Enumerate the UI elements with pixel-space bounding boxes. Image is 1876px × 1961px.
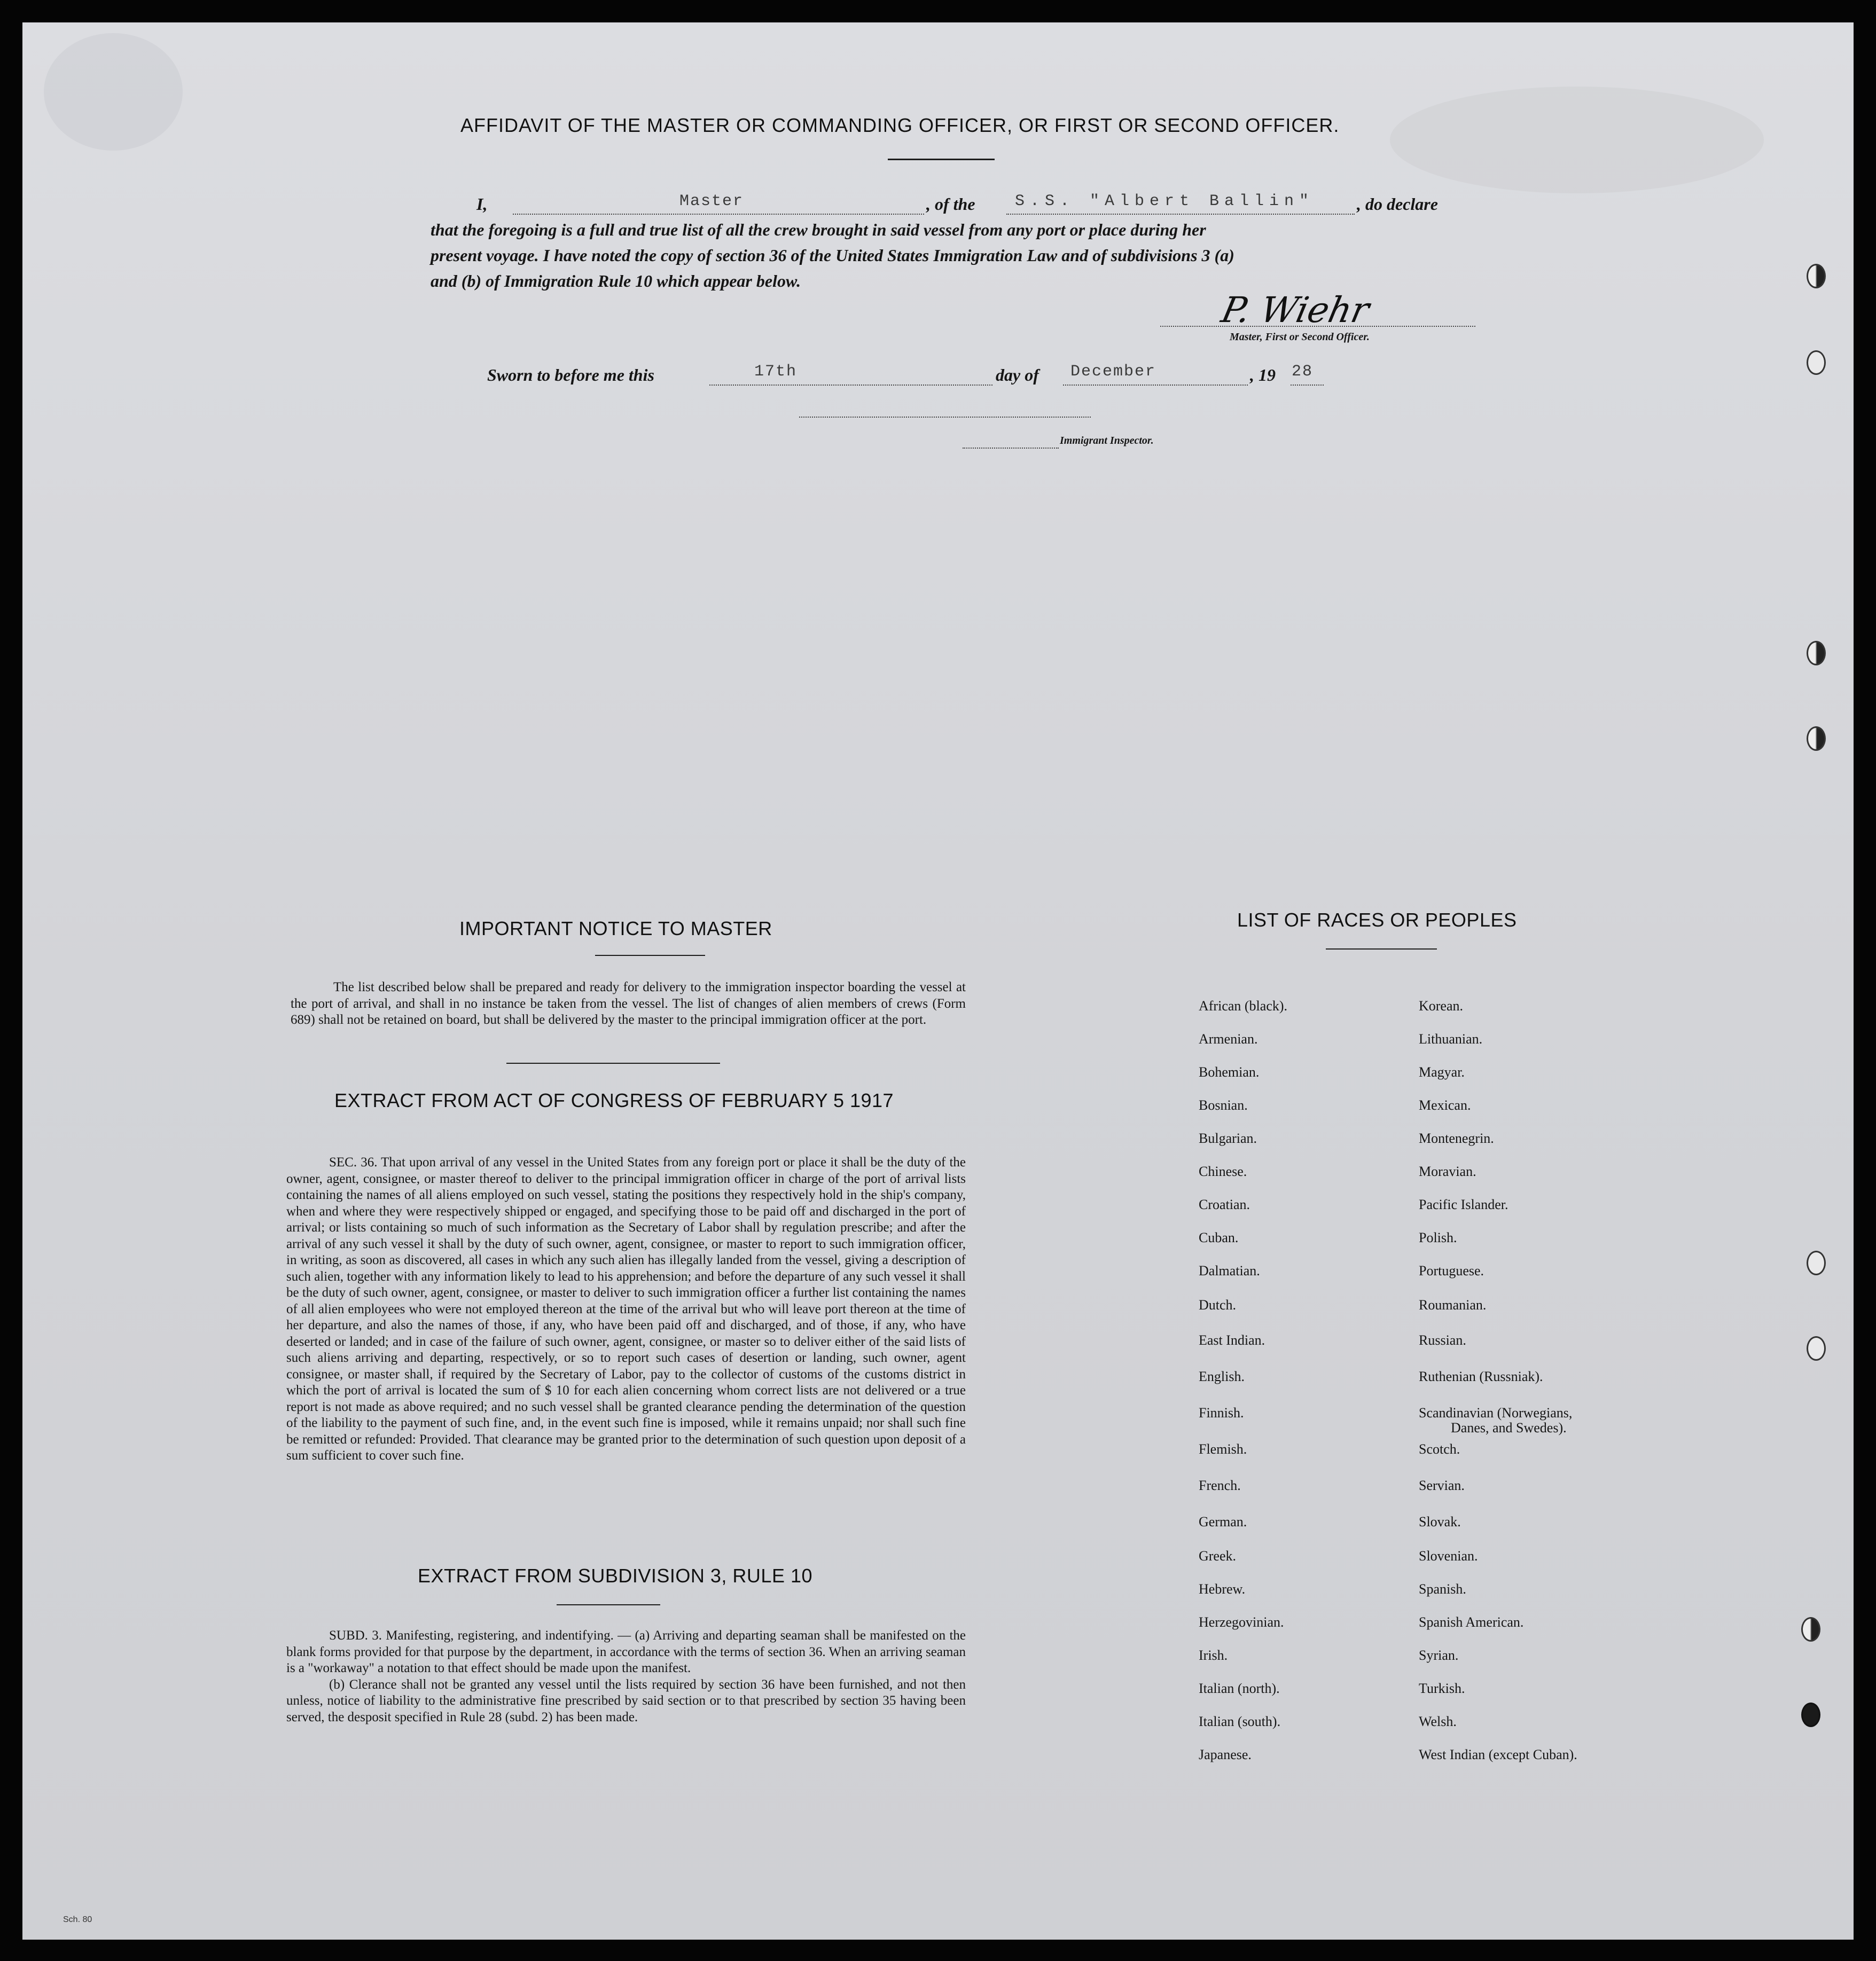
rule-text-block [286,1628,966,1725]
document-page [22,22,1854,1940]
punch-hole [1801,1617,1820,1642]
rule-heading-rule [557,1604,660,1605]
race-item: French. [1199,1478,1241,1493]
heading-rule [888,159,995,160]
signature-caption: Master, First or Second Officer. [1230,331,1370,343]
race-item: Montenegrin. [1419,1131,1494,1146]
rule-text-a: SUBD. 3. Manifesting, registering, and indentifying. — (a) Arriving and departing seaman shall be manifested on the blank forms provided for that purpose by the department, in accordance with the terms of section 36. When an arriving seaman is a "workaway" a notation to that effect should be made upon the manifest. [286,1628,966,1675]
notice-bottom-rule [506,1063,720,1064]
race-item: African (black). [1199,998,1288,1014]
race-item: Dutch. [1199,1297,1237,1313]
race-item: Cuban. [1199,1230,1239,1245]
declaration-line-3: present voyage. I have noted the copy of section 36 of the United States Immigration Law and of subdivisions 3 (a) [431,246,1234,265]
vessel-name: S.S. "Albert Ballin" [1015,192,1315,210]
race-item: Chinese. [1199,1164,1247,1179]
race-item: Flemish. [1199,1441,1247,1457]
race-item: Dalmatian. [1199,1263,1260,1278]
race-item: Ruthenian (Russniak). [1419,1369,1543,1384]
race-item: Danes, and Swedes). [1451,1420,1567,1436]
race-item: Moravian. [1419,1164,1476,1179]
punch-hole [1807,264,1826,288]
sworn-month-line [1063,385,1248,386]
race-item: Spanish. [1419,1581,1466,1597]
race-item: Mexican. [1419,1097,1471,1113]
punch-hole [1807,1336,1826,1361]
sworn-year: 28 [1292,363,1314,381]
race-item: Irish. [1199,1648,1228,1663]
race-item: Slovenian. [1419,1548,1478,1564]
race-item: Polish. [1419,1230,1457,1245]
race-item: Pacific Islander. [1419,1197,1508,1212]
race-item: Slovak. [1419,1514,1461,1529]
race-item: Magyar. [1419,1064,1465,1080]
race-item: Welsh. [1419,1714,1457,1729]
punch-hole [1807,1251,1826,1275]
notice-rule [595,955,705,956]
race-item: Greek. [1199,1548,1237,1564]
sworn-year-line [1291,385,1324,386]
race-item: Italian (south). [1199,1714,1281,1729]
races-heading: LIST OF RACES OR PEOPLES [1237,909,1517,931]
declaration-mid: , of the [926,194,975,214]
race-item: Bosnian. [1199,1097,1248,1113]
notice-text: The list described below shall be prepared and ready for delivery to the immigration inspector boarding the vessel at the port of arrival, and shall in no instance be taken from the vessel. The list of changes of alien members of crews (Form 689) shall not be retained on board, but shall be delivered by the master to the principal immigration officer at the port. [291,980,966,1027]
race-item: Lithuanian. [1419,1031,1483,1047]
bleed-stain [1390,87,1764,193]
sworn-month: December [1070,363,1156,381]
master-name: Master [679,192,744,210]
sworn-mid: day of [996,365,1039,385]
race-item: English. [1199,1369,1245,1384]
inspector-signature-line [963,448,1059,449]
declaration-suffix: , do declare [1357,194,1438,214]
inspector-caption: Immigrant Inspector. [1060,435,1154,446]
form-code: Sch. 80 [63,1915,92,1924]
sworn-day: 17th [754,363,798,381]
race-item: Bohemian. [1199,1064,1260,1080]
race-item: Portuguese. [1419,1263,1484,1278]
vessel-name-line [1006,214,1355,215]
rule-text-b: (b) Clerance shall not be granted any vessel until the lists required by section 36 have been furnished, and not then unless, notice of liability to the administrative fine prescribed by said section or to that prescribed by section 35 having been served, the desposit specified in Rule 28 (subd. 2) has been made. [286,1677,966,1724]
race-item: German. [1199,1514,1247,1529]
race-item: Hebrew. [1199,1581,1246,1597]
declaration-line-2: that the foregoing is a full and true list of all the crew brought in said vessel from any port or place during her [431,220,1206,239]
punch-hole [1807,726,1826,751]
race-item: Croatian. [1199,1197,1250,1212]
master-signature: P. Wiehr [1217,289,1373,331]
master-name-line [513,214,924,215]
race-item: Japanese. [1199,1747,1252,1762]
punch-hole [1801,1703,1820,1727]
race-item: Servian. [1419,1478,1465,1493]
declaration-prefix: I, [476,194,488,214]
race-item: Armenian. [1199,1031,1258,1047]
race-item: Finnish. [1199,1405,1244,1421]
race-item: Herzegovinian. [1199,1614,1284,1630]
races-rule [1326,948,1437,950]
rule-heading: EXTRACT FROM SUBDIVISION 3, RULE 10 [418,1565,812,1587]
race-item: East Indian. [1199,1332,1265,1348]
race-item: Russian. [1419,1332,1466,1348]
race-item: Syrian. [1419,1648,1459,1663]
sworn-day-line [709,385,992,386]
signature-line [1160,326,1475,327]
race-item: Italian (north). [1199,1681,1280,1696]
sworn-prefix: Sworn to before me this [487,365,654,385]
race-item: Korean. [1419,998,1464,1014]
inspector-upper-line [799,417,1091,418]
race-item: Scandinavian (Norwegians, [1419,1405,1573,1421]
punch-hole [1807,350,1826,375]
act-heading: EXTRACT FROM ACT OF CONGRESS OF FEBRUARY 5 1917 [334,1089,894,1111]
declaration-line-4: and (b) of Immigration Rule 10 which appear below. [431,271,801,291]
sworn-year-prefix: , 19 [1250,365,1276,385]
race-item: Roumanian. [1419,1297,1487,1313]
race-item: Scotch. [1419,1441,1460,1457]
act-text: SEC. 36. That upon arrival of any vessel in the United States from any foreign port or place it shall be the duty of the owner, agent, consignee, or master thereof to deliver to the principal immigration officer in charge of the port of arrival lists containing the names of all aliens employed on such vessel, stating the positions they respectively hold in the ship's company, when and where they were respectively shipped or engaged, and specifying those to be paid off and discharged in the port of arrival; or lists containing so much of such information as the Secretary of Labor shall by regulation prescribe; and after the arrival of any such vessel it shall by the duty of such owner, agent, consignee, or master to report to such immigration officer, in writing, as soon as discovered, all cases in which any such alien has illegally landed from the vessel, giving a description of such alien, together with any information likely to lead to his apprehension; and before the departure of any such vessel it shall be the duty of such owner, agent, consignee, or master to deliver to such immigration officer a further list containing the names of all alien employees who were not employed thereon at the time of the arrival but who will leave port thereon at the time of her departure, and also the names of those, if any, who have been paid off and discharged, and of those, if any, who have deserted or landed; and in case of the failure of such owner, agent, consignee, or master so to deliver either of the said lists of such aliens arriving and departing, respectively, or so to report such cases of desertion or landing, such owner, agent consignee, or master shall, if required by the Secretary of Labor, pay to the collector of customs of the customs district in which the port of arrival is located the sum of $ 10 for each alien concerning whom correct lists are not delivered or a true report is not made as above required; and no such vessel shall be granted clearance pending the determination of the question of the liability to the payment of such fine, and, in the event such fine is imposed, while it remains unpaid; nor shall such fine be remitted or refunded: Provided. That clearance may be granted prior to the determination of such question upon deposit of a sum sufficient to cover such fine. [286,1155,966,1463]
affidavit-heading: AFFIDAVIT OF THE MASTER OR COMMANDING OFFICER, OR FIRST OR SECOND OFFICER. [460,114,1340,136]
race-item: Turkish. [1419,1681,1465,1696]
punch-hole [1807,641,1826,665]
notice-heading: IMPORTANT NOTICE TO MASTER [459,917,772,939]
race-item: West Indian (except Cuban). [1419,1747,1577,1762]
bleed-stain [44,33,183,151]
race-item: Bulgarian. [1199,1131,1257,1146]
race-item: Spanish American. [1419,1614,1524,1630]
